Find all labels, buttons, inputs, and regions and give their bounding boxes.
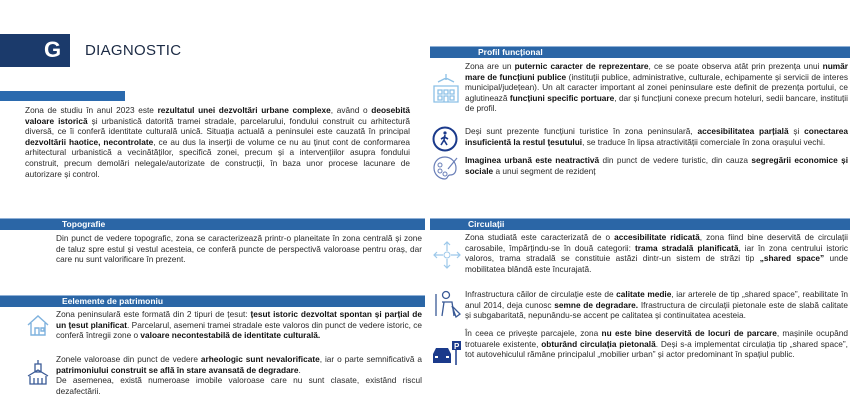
intro-bar (0, 91, 125, 101)
patrimoniu-paragraph (56, 375, 422, 396)
bold-text-segment: Imaginea urbană este neatractivă (465, 155, 600, 165)
bold-text-segment: arheologic sunt nevalorificate (200, 354, 320, 364)
text-segment: Zona de studiu în anul 2023 este (25, 105, 158, 115)
text-segment: Infrastructura căilor de circulație este de (465, 289, 617, 299)
profil-paragraph (465, 61, 848, 114)
bold-text-segment: segregării economice și sociale (465, 155, 848, 176)
section-header-patrimoniu (0, 295, 425, 307)
bold-text-segment: semne de degradare. (554, 299, 639, 310)
circulatii-paragraph (465, 328, 848, 360)
bold-text-segment: patrimoniului construit se află în stare avansată de degradare (56, 364, 299, 375)
patrimoniu-paragraph (56, 309, 422, 341)
section-header-topografie (0, 218, 425, 230)
text-segment: , zona fiind bine deservită de circulații carosabile, împărțindu-se în două categorii: (465, 232, 848, 253)
profil-paragraph (465, 126, 848, 147)
bold-text-segment: valoare necontestabilă de identitate culturală. (140, 330, 321, 341)
text-segment: din punct de vedere turistic, din cauza (599, 155, 752, 165)
text-segment: În ceea ce privește parcajele, zona (465, 328, 602, 338)
profil-paragraph (465, 155, 848, 176)
bold-text-segment: nu este bine deservită de locuri de parcare (601, 328, 777, 338)
bold-text-segment: accesibilitatea parțială (697, 126, 789, 136)
text-segment: . (298, 364, 301, 375)
text-segment: , având o (330, 105, 372, 115)
section-title: Topografie (62, 219, 106, 229)
historic-building-icon (26, 358, 50, 386)
bold-text-segment: „shared space” (759, 253, 825, 264)
text-segment: și (788, 126, 805, 136)
palette-icon (432, 155, 458, 181)
text-segment: , ce se poate observa atât prin prezența unui (648, 61, 823, 71)
text-segment: . Deși s-a implementat circulația tip „shared space”, tot autovehiculul rămâne principalul „mobilier urban” și actor predominant în spațiul public. (465, 338, 848, 360)
text-segment: Zonele valoroase din punct de vedere (56, 354, 201, 364)
svg-text:P: P (454, 342, 460, 351)
text-segment: , se traduce în lipsa atractivității comerciale în zona orașului vechi. (582, 136, 826, 147)
text-segment: Ifrastructura de circulații pietonale este de slabă calitate și subgabaritată, nepunându-se accent pe calitatea și continuitatea acesteia. (465, 299, 848, 321)
text-segment: Zona are un (465, 61, 515, 71)
text-segment: De asemenea, există numeroase imobile valoroase care nu sunt clasate, existând riscul dezafectării. (56, 375, 422, 396)
section-title: Eelemente de patrimoniu (62, 296, 164, 306)
bold-text-segment: număr mare de funcțiuni publice (465, 61, 848, 82)
bold-text-segment: conectarea insuficientă la restul țesutului (465, 126, 848, 147)
bold-text-segment: dezvoltării haotice, necontrolate (25, 136, 154, 147)
car-parking-icon (430, 340, 462, 366)
text-segment: și urbanistică datorită tramei stradale, parcelarului, fondului construit cu arhitectură diversă, ce îi conferă identitate culturală unică. Situația actuală a peninsulei este cauzată în principal (25, 115, 410, 137)
text-segment: , mașinile ocupând trotuarele existente, (465, 328, 848, 349)
bold-text-segment: trama stradală planificată (634, 242, 739, 253)
circulatii-paragraph (465, 289, 848, 321)
directions-arrows-icon (432, 240, 462, 270)
section-title: Profil funcțional (478, 47, 543, 57)
patrimoniu-paragraph (56, 354, 422, 375)
text-segment: , ce au dus la inserții de volume ce nu au ținut cont de conformarea arhitectural urbanistică a vecinătăților, specifică zonei, precum și a intervențiilor asupra fondului construit, precum demolări nelegale/autorizate de construcții, în baza unor procese lacunare de autorizare și control. (25, 136, 410, 179)
text-segment: , iar în zona centrului istoric valoros, trama stradală se constituie astăzi dintr-un sistem de străzi tip (465, 242, 848, 264)
bold-text-segment: calitate medie (616, 289, 672, 299)
bold-text-segment: deosebită valoare istorică (25, 105, 410, 126)
road-worker-icon (432, 290, 462, 318)
intro-paragraph (25, 105, 410, 179)
text-segment: (instituții publice, administrative, culturale, echipamente și servicii de interes municipal/județean). Un alt caracter important al zonei peninsulare este definit de prezența portului, ce aglutinează (465, 71, 849, 103)
section-title: Circulații (468, 219, 505, 229)
bold-text-segment: țesut istoric dezvoltat spontan și parțial de un țesut planificat (56, 309, 422, 330)
bold-text-segment: funcțiuni specific portuare (509, 92, 615, 103)
section-letter: G (44, 37, 62, 62)
bold-text-segment: rezultatul unei dezvoltări urbane complexe (157, 105, 331, 115)
page-title: DIAGNOSTIC (85, 42, 182, 59)
text-segment: , iar o parte semnificativă a (319, 354, 422, 364)
public-building-icon (432, 72, 460, 104)
text-segment: Zona peninsulară este formată din 2 tipuri de țesut: (56, 309, 251, 319)
bold-text-segment: accesibilitate ridicată (614, 232, 700, 242)
bold-text-segment: obturând circulația pietonală (541, 338, 656, 349)
bold-text-segment: puternic caracter de reprezentare (514, 61, 649, 71)
section-header-circulatii (430, 218, 850, 230)
pedestrian-icon (432, 126, 458, 152)
text-segment: unde mobilitatea blândă este încurajată. (465, 253, 849, 274)
text-segment: , iar arterele de tip „shared space”, reabilitate în anul 2014, deja cunosc (465, 289, 848, 310)
section-header-profil (430, 46, 850, 58)
text-segment: Din punct de vedere topografic, zona se caracterizează printr-o planeitate în zona centrală și zone de taluz spre estul și vestul acesteia, ce conferă puncte de perspectivă valoroase pentru oraș, dar care nu sunt valorificare în prezent. (56, 233, 422, 265)
text-segment: a unui segment de rezidenț (493, 165, 596, 176)
text-segment: . Parcelarul, asemeni tramei stradale este valoros din punct de vedere istoric, ce conferă întregii zone o (56, 319, 422, 341)
topografie-paragraph (56, 233, 422, 265)
circulatii-paragraph (465, 232, 848, 274)
text-segment: Deși sunt prezente funcțiuni turistice în zona peninsulară, (465, 126, 698, 136)
text-segment: Zona studiată este caracterizată de o (465, 232, 615, 242)
text-segment: , dar și funcțiuni conexe precum hoteluri, sedii bancare, instituții de profil. (465, 92, 848, 114)
house-icon (26, 313, 50, 337)
